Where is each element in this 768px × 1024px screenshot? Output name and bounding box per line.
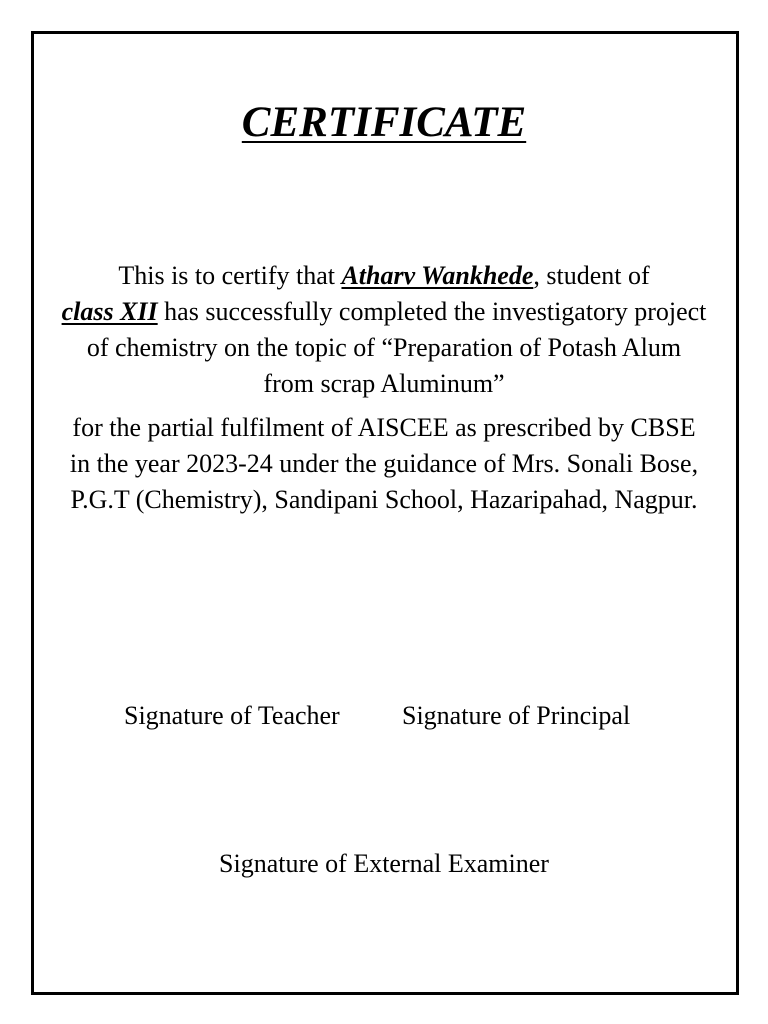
intro-text: This is to certify that — [118, 261, 342, 290]
teacher-signature-label: Signature of Teacher — [124, 701, 340, 730]
certificate-title: CERTIFICATE — [241, 99, 527, 146]
class-label: class XII — [61, 297, 158, 326]
guidance-paragraph: for the partial fulfilment of AISCEE as prescribed by CBSE in the year 2023-24 under the guidance of Mrs. Sonali Bose, P.G.T (Chemistry), Sandipani School, Hazaripahad, Nagpur. — [69, 413, 699, 514]
project-text: has successfully completed the investigatory project of chemistry on the topic of “Preparation of Potash Alum from scrap Aluminum” — [86, 297, 707, 398]
principal-signature-label: Signature of Principal — [402, 701, 631, 730]
after-name-text: , student of — [533, 261, 650, 290]
certification-paragraph — [60, 258, 708, 402]
student-name: Atharv Wankhede — [341, 261, 534, 290]
external-examiner-signature-label: Signature of External Examiner — [219, 849, 549, 878]
